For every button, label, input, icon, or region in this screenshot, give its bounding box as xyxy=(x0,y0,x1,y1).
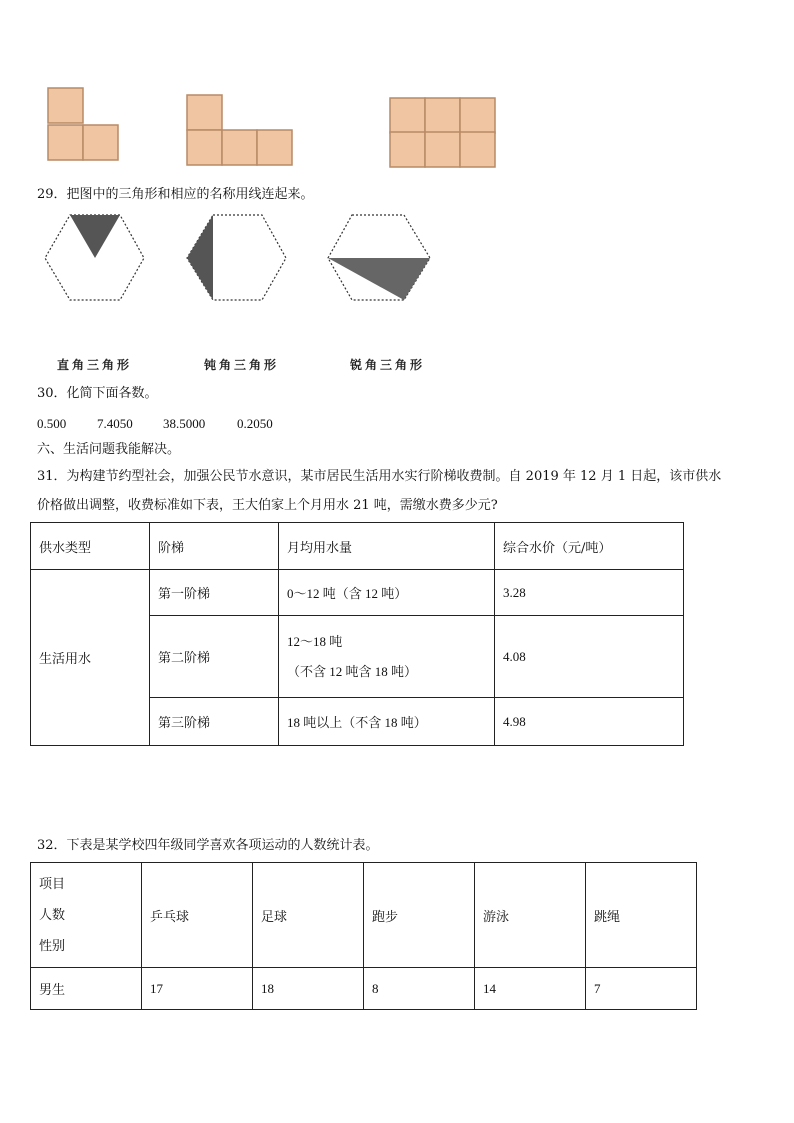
q31-line-2: 价格做出调整，收费标准如下表，王大伯家上个月用水 21 吨，需缴水费多少元? xyxy=(37,498,498,513)
table-row xyxy=(31,570,684,616)
block-square xyxy=(222,130,257,165)
water-price-table xyxy=(30,522,684,746)
block-square xyxy=(390,132,425,167)
q30-number-2: 7.4050 xyxy=(97,416,133,431)
block-square xyxy=(425,98,460,133)
block-square xyxy=(48,88,83,123)
sports-table xyxy=(30,862,697,1010)
usage-line: 12～18 吨 xyxy=(287,633,343,649)
sport-header-cell: 足球 xyxy=(253,863,364,968)
header-cell: 阶梯 xyxy=(150,523,279,570)
q31-line-1: 31．为构建节约型社会，加强公民节水意识，某市居民生活用水实行阶梯收费制。自 2019 年 12 月 1 日起，该市供水 xyxy=(37,469,722,484)
block-square xyxy=(83,125,118,160)
sport-header-cell: 跑步 xyxy=(364,863,475,968)
label-acute-triangle: 锐角三角形 xyxy=(350,358,426,372)
label-right-triangle: 直角三角形 xyxy=(57,358,133,372)
count-cell: 8 xyxy=(364,968,475,1010)
hexagon-3 xyxy=(328,215,430,300)
header-cell: 综合水价（元/吨） xyxy=(495,523,684,570)
q29-text: 29．把图中的三角形和相应的名称用线连起来。 xyxy=(37,187,314,202)
sport-header-cell: 乒乓球 xyxy=(142,863,253,968)
price-cell: 4.98 xyxy=(495,698,684,746)
tier-cell: 第二阶梯 xyxy=(150,616,279,698)
section-6-heading: 六、生活问题我能解决。 xyxy=(37,442,181,457)
count-cell: 17 xyxy=(142,968,253,1010)
tier-cell: 第三阶梯 xyxy=(150,698,279,746)
table-header-row xyxy=(31,523,684,570)
tier-cell: 第一阶梯 xyxy=(150,570,279,616)
gender-cell: 男生 xyxy=(31,968,142,1010)
price-cell: 3.28 xyxy=(495,570,684,616)
block-square xyxy=(460,98,495,133)
price-cell: 4.08 xyxy=(495,616,684,698)
shaded-triangle-3 xyxy=(328,258,430,300)
q30-number-4: 0.2050 xyxy=(237,416,273,431)
shaded-triangle-1 xyxy=(70,215,120,258)
q30-text: 30．化简下面各数。 xyxy=(37,386,158,401)
hexagon-figures xyxy=(0,210,794,320)
corner-header-cell xyxy=(31,863,142,968)
label-obtuse-triangle: 钝角三角形 xyxy=(204,358,280,372)
table-header-row xyxy=(31,863,697,968)
block-figures xyxy=(0,0,794,170)
block-square xyxy=(48,125,83,160)
corner-label: 性别 xyxy=(39,938,66,954)
sport-header-cell: 跳绳 xyxy=(586,863,697,968)
block-square xyxy=(460,132,495,167)
block-square xyxy=(257,130,292,165)
header-cell: 供水类型 xyxy=(31,523,150,570)
q30-number-3: 38.5000 xyxy=(163,416,206,431)
usage-cell xyxy=(279,616,495,698)
block-square xyxy=(425,132,460,167)
sport-header-cell: 游泳 xyxy=(475,863,586,968)
usage-cell: 18 吨以上（不含 18 吨） xyxy=(279,698,495,746)
usage-line: （不含 12 吨含 18 吨） xyxy=(287,663,418,679)
q30-number-1: 0.500 xyxy=(37,416,67,431)
shaded-triangle-2 xyxy=(187,215,213,300)
count-cell: 14 xyxy=(475,968,586,1010)
header-cell: 月均用水量 xyxy=(279,523,495,570)
block-square xyxy=(390,98,425,133)
q32-text: 32．下表是某学校四年级同学喜欢各项运动的人数统计表。 xyxy=(37,838,379,853)
corner-label: 项目 xyxy=(39,876,66,892)
corner-label: 人数 xyxy=(39,907,66,923)
water-type-cell: 生活用水 xyxy=(31,570,150,746)
count-cell: 7 xyxy=(586,968,697,1010)
table-row xyxy=(31,968,697,1010)
usage-cell: 0～12 吨（含 12 吨） xyxy=(279,570,495,616)
count-cell: 18 xyxy=(253,968,364,1010)
block-square xyxy=(187,130,222,165)
block-square xyxy=(187,95,222,130)
